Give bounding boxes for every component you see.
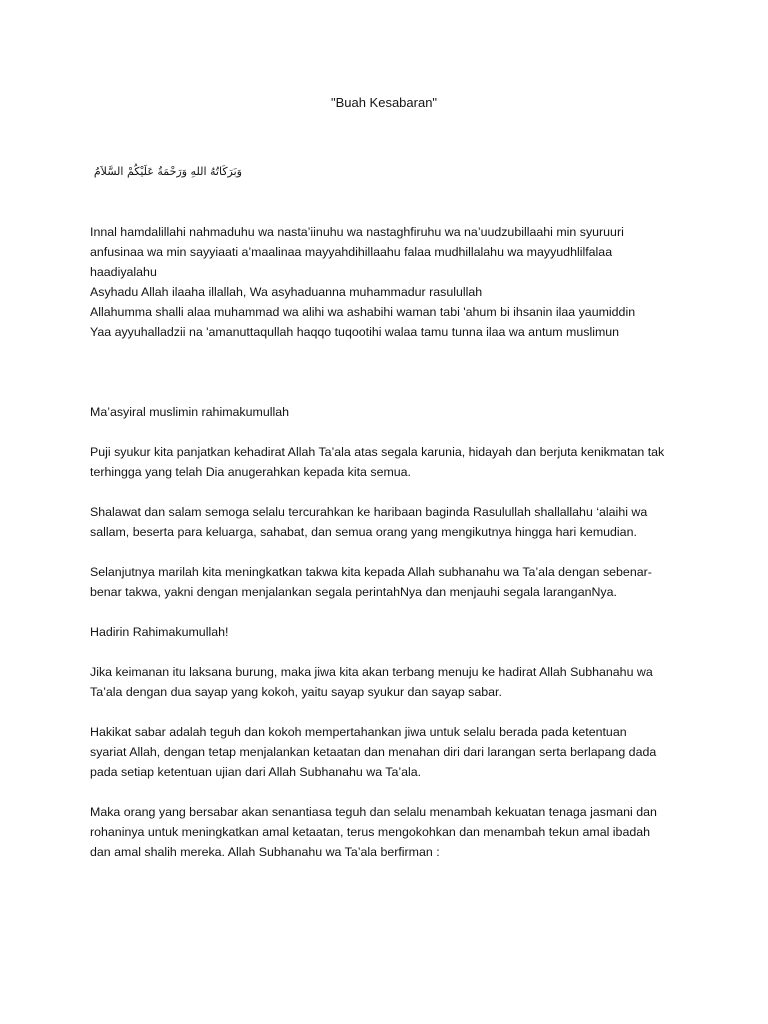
patient-people-paragraph (90, 802, 688, 862)
paragraph-line: Hakikat sabar adalah teguh dan kokoh mempertahankan jiwa untuk selalu berada pada ketentuan (90, 725, 627, 739)
paragraph-line: terhingga yang telah Dia anugerahkan kepada kita semua. (90, 465, 412, 479)
paragraph-line: dan amal shalih mereka. Allah Subhanahu wa Ta’ala berfirman : (90, 845, 440, 859)
paragraph-line: Asyhadu Allah ilaaha illallah, Wa asyhaduanna muhammadur rasulullah (90, 285, 483, 299)
paragraph-line: Innal hamdalillahi nahmaduhu wa nasta’iinuhu wa nastaghfiruhu wa na’uudzubillaahi min syuruuri (90, 225, 624, 239)
paragraph-line: pada setiap ketentuan ujian dari Allah Subhanahu wa Ta’ala. (90, 765, 422, 779)
paragraph-line: Shalawat dan salam semoga selalu tercurahkan ke haribaan baginda Rasulullah shallallahu ‘alaihi wa (90, 505, 648, 519)
paragraph-line: Maka orang yang bersabar akan senantiasa teguh dan selalu menambah kekuatan tenaga jasmani dan (90, 805, 657, 819)
paragraph-line: Ta’ala dengan dua sayap yang kokoh, yaitu sayap syukur dan sayap sabar. (90, 685, 502, 699)
address-heading-2 (90, 622, 688, 642)
paragraph-line: Selanjutnya marilah kita meningkatkan takwa kita kepada Allah subhanahu wa Ta’ala dengan sebenar- (90, 565, 652, 579)
paragraph-line: Puji syukur kita panjatkan kehadirat Allah Ta’ala atas segala karunia, hidayah dan berjuta kenikmatan tak (90, 445, 665, 459)
paragraph-line: rohaninya untuk meningkatkan amal ketaatan, terus mengokohkan dan menambah tekun amal ibadah (90, 825, 651, 839)
paragraph-line: haadiyalahu (90, 265, 157, 279)
paragraph-line: Jika keimanan itu laksana burung, maka jiwa kita akan terbang menuju ke hadirat Allah Subhanahu wa (90, 665, 653, 679)
patience-essence-paragraph (90, 722, 688, 782)
paragraph-line: anfusinaa wa min sayyiaati a’maalinaa mayyahdihillaahu falaa mudhillalahu wa mayyudhlilfalaa (90, 245, 613, 259)
document-title: "Buah Kesabaran" (330, 95, 438, 110)
arabic-salutation: وَبَرَكَاتُهُ اللهِ وَرَحْمَةُ عَلَيْكُمْ السَّلاَمُ (93, 165, 242, 178)
opening-paragraph (90, 222, 688, 342)
paragraph-line: benar takwa, yakni dengan menjalankan segala perintahNya dan menjauhi segala laranganNya. (90, 585, 617, 599)
gratitude-paragraph (90, 442, 688, 482)
paragraph-line: Allahumma shalli alaa muhammad wa alihi wa ashabihi waman tabi 'ahum bi ihsanin ilaa yaumiddin (90, 305, 636, 319)
paragraph-line: syariat Allah, dengan tetap menjalankan ketaatan dan menahan diri dari larangan serta berlapang dada (90, 745, 657, 759)
paragraph-line: Yaa ayyuhalladzii na 'amanuttaqullah haqqo tuqootihi walaa tamu tunna ilaa wa antum muslimun (90, 325, 620, 339)
paragraph-line: sallam, beserta para keluarga, sahabat, dan semua orang yang mengikutnya hingga hari kemudian. (90, 525, 637, 539)
taqwa-paragraph (90, 562, 688, 602)
paragraph-line: Hadirin Rahimakumullah! (90, 625, 229, 639)
faith-bird-paragraph (90, 662, 688, 702)
paragraph-line: Ma’asyiral muslimin rahimakumullah (90, 405, 289, 419)
address-heading (90, 402, 688, 422)
shalawat-paragraph (90, 502, 688, 542)
